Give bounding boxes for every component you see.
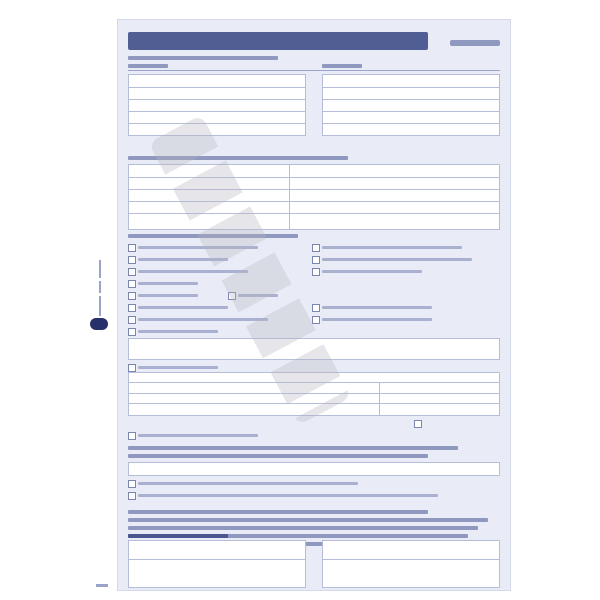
checkbox-label [138,494,438,497]
checkbox[interactable] [128,256,136,264]
seller-address-block[interactable] [128,74,306,136]
checkbox[interactable] [312,316,320,324]
checkbox-label [138,294,198,297]
checkbox[interactable] [128,480,136,488]
checkbox-label [322,318,432,321]
checkbox[interactable] [128,280,136,288]
checkbox-label [322,306,432,309]
checkbox[interactable] [128,316,136,324]
signature-heading [128,534,228,538]
checkbox[interactable] [128,244,136,252]
checkbox-label [138,306,228,309]
checkbox[interactable] [312,268,320,276]
buyer-address-block[interactable] [322,74,500,136]
instruction-line [128,56,278,60]
checkbox[interactable] [128,432,136,440]
checkbox[interactable] [414,420,422,428]
checkbox-label [138,434,258,437]
side-imprint [94,260,106,320]
seller-signature-block[interactable] [128,540,306,588]
checkbox[interactable] [128,364,136,372]
checkbox-label [322,258,472,261]
checkbox[interactable] [312,256,320,264]
checkbox[interactable] [128,492,136,500]
divider-line [128,70,500,71]
buyer-signature-block[interactable] [322,540,500,588]
checkbox-label [322,270,422,273]
brand-logo [90,318,108,330]
checkbox-label [138,330,218,333]
checkbox[interactable] [128,268,136,276]
form-title [128,32,428,50]
checkbox[interactable] [128,292,136,300]
checkbox[interactable] [128,328,136,336]
checkbox-label [138,282,198,285]
page-footer-code [96,584,108,587]
checkbox-label [138,366,218,369]
form-sheet [118,20,510,590]
form-subtitle-note [450,40,500,46]
checkbox[interactable] [128,304,136,312]
checkbox-label [138,482,358,485]
checkbox[interactable] [312,304,320,312]
seller-heading [128,64,168,68]
checkbox[interactable] [312,244,320,252]
checkbox-label [322,246,462,249]
buyer-heading [322,64,362,68]
